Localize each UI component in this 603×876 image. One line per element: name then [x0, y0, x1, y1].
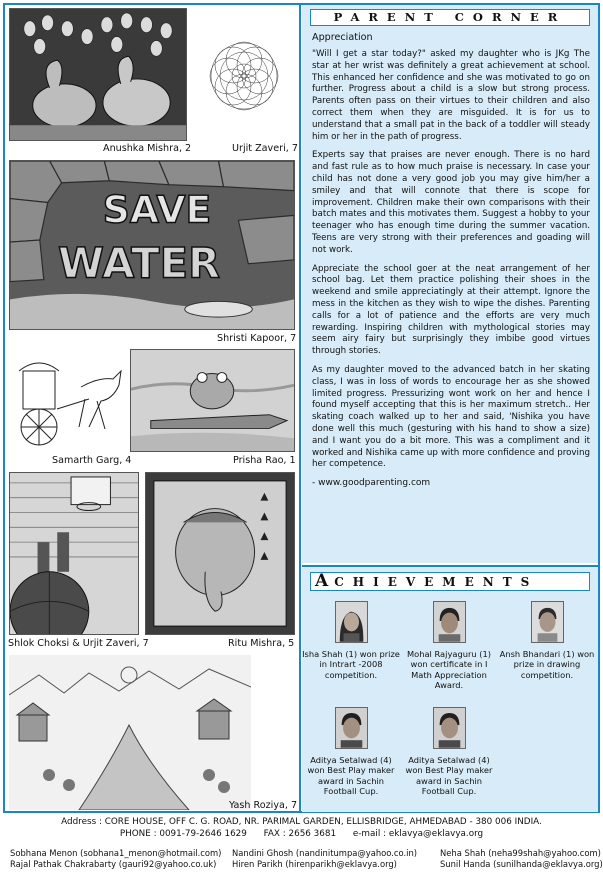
achievement-text: Isha Shah (1) won prize in Intrart -2008 competition. [302, 649, 400, 680]
paragraph: As my daughter moved to the advanced batch in her skating class, I was in loss of words to encourage her as she showed limited progress. Pressurizing wont work on her and hence I found myself accepting that this is her maximum stretch.. Her skating coach walked up to her and said, 'Nishika you have done well this much (gesturing with his hand to show a size) and I want you do a bit more. This was a compliment and it worked and Nishika came up with more confidence and proving her competence. [312, 364, 590, 470]
paragraph: Experts say that praises are never enough. There is no hard and fast rule as to how much praise is necessary. In case your child has not done a very good job you may give him/her a smiley and that will connote that there is scope for improvement. Children make their own comparisons with their batch mates and this motivates them. Suggest a hobby to your teenager who has enough time during the summer vacation. Teens are very strong with their preferences and goading will not work. [312, 150, 590, 255]
parent-corner-panel [302, 5, 598, 563]
footer-address-block [0, 817, 603, 840]
student-photo [433, 707, 466, 749]
parent-corner-heading: Appreciation [312, 32, 373, 43]
paragraph: "Will I get a star today?" asked my daughter who is JKg The star at her wrist was definitely a great achievement at school. This enhanced her confidence and she was motivated to go on further. Progress about a child is a slow but strong process. Parents often pass on their virtues to their children and also correct them when they are misguided. It is for us to understand that a small pat in the back of a toddler will steady him or her in the path of progress. [312, 49, 590, 142]
artwork-samarth-garg [9, 349, 127, 452]
parent-corner-body [312, 49, 590, 497]
student-photo [335, 601, 368, 643]
caption-anushka-mishra: Anushka Mishra, 2 [103, 143, 192, 154]
contact-hiren-parikh: Hiren Parikh (hirenparikh@eklavya.org) [232, 859, 397, 869]
achievement-text: Aditya Setalwad (4) won Best Play maker award in Sachin Football Cup. [307, 755, 395, 797]
caption-yash-roziya: Yash Roziya, 7 [229, 800, 298, 811]
artwork-shlok-choksi [9, 472, 139, 635]
achievement-item [498, 601, 596, 680]
achievement-text: Mohal Rajyaguru (1) won certificate in I Math Appreciation Award. [406, 649, 492, 691]
caption-prisha-rao: Prisha Rao, 1 [233, 455, 296, 466]
achievement-item [302, 707, 400, 797]
caption-shristi-kapoor: Shristi Kapoor, 7 [217, 333, 297, 344]
artwork-yash-roziya [9, 655, 251, 810]
contact-neha-shah: Neha Shah (neha99shah@yahoo.com) [440, 848, 601, 858]
footer-address: Address : CORE HOUSE, OFF C. G. ROAD, NR. PARIMAL GARDEN, ELLISBRIDGE, AHMEDABAD - 380 006 INDIA. [61, 817, 542, 827]
achievements-title-initial: A [315, 571, 335, 591]
parent-corner-title: PARENT CORNER [310, 9, 590, 26]
contact-nandini-ghosh: Nandini Ghosh (nandinitumpa@yahoo.co.in) [232, 848, 418, 858]
achievements-title [310, 572, 590, 591]
contact-sobhana-menon: Sobhana Menon (sobhana1_menon@hotmail.com) [10, 848, 222, 858]
artwork-prisha-rao [130, 349, 295, 452]
caption-samarth-garg: Samarth Garg, 4 [52, 455, 132, 466]
caption-urjit-zaveri: Urjit Zaveri, 7 [232, 143, 298, 154]
caption-ritu-mishra: Ritu Mishra, 5 [228, 638, 295, 649]
artwork-shristi-kapoor [9, 160, 295, 330]
achievement-text: Aditya Setalwad (4) won Best Play maker award in Sachin Football Cup. [405, 755, 493, 797]
artwork-urjit-zaveri [192, 8, 295, 141]
contact-rajal-pathak: Rajal Pathak Chakrabarty (gauri92@yahoo.co.uk) [10, 859, 217, 869]
achievements-title-rest: CHIEVEMENTS [334, 575, 539, 589]
source-link: - www.goodparenting.com [312, 478, 431, 489]
artwork-ritu-mishra [145, 472, 295, 635]
column-divider [299, 3, 301, 813]
save-water-art-word-1: SAVE [102, 187, 212, 232]
footer-phone: PHONE : 0091-79-2646 1629 FAX : 2656 3681 e-mail : eklavya@eklavya.org [119, 828, 484, 839]
student-photo [335, 707, 368, 749]
achievement-item [400, 707, 498, 797]
paragraph: Appreciate the school goer at the neat arrangement of her school bag. Let them practice polishing their shoes in the weekend and smile appreciatingly at their attempt. Ignore the mess in the kitchen as they wish to wipe the dishes. Parenting calls for a lot of patience and the efforts are very much rewarding. Inspiring children with mythological stories may seem airy fairy but surprisingly they imbibe good virtues through stories. [312, 263, 590, 357]
achievement-item [302, 601, 400, 680]
student-photo [531, 601, 564, 643]
caption-shlok-choksi: Shlok Choksi & Urjit Zaveri, 7 [8, 638, 149, 649]
artwork-anushka-mishra [9, 8, 187, 141]
student-photo [433, 601, 466, 643]
achievement-item [400, 601, 498, 691]
achievement-text: Ansh Bhandari (1) won prize in drawing competition. [499, 649, 595, 680]
save-water-art-word-2: WATER [57, 238, 221, 288]
achievements-panel [302, 565, 598, 812]
contact-sunil-handa: Sunil Handa (sunilhanda@eklavya.org) [440, 859, 603, 869]
